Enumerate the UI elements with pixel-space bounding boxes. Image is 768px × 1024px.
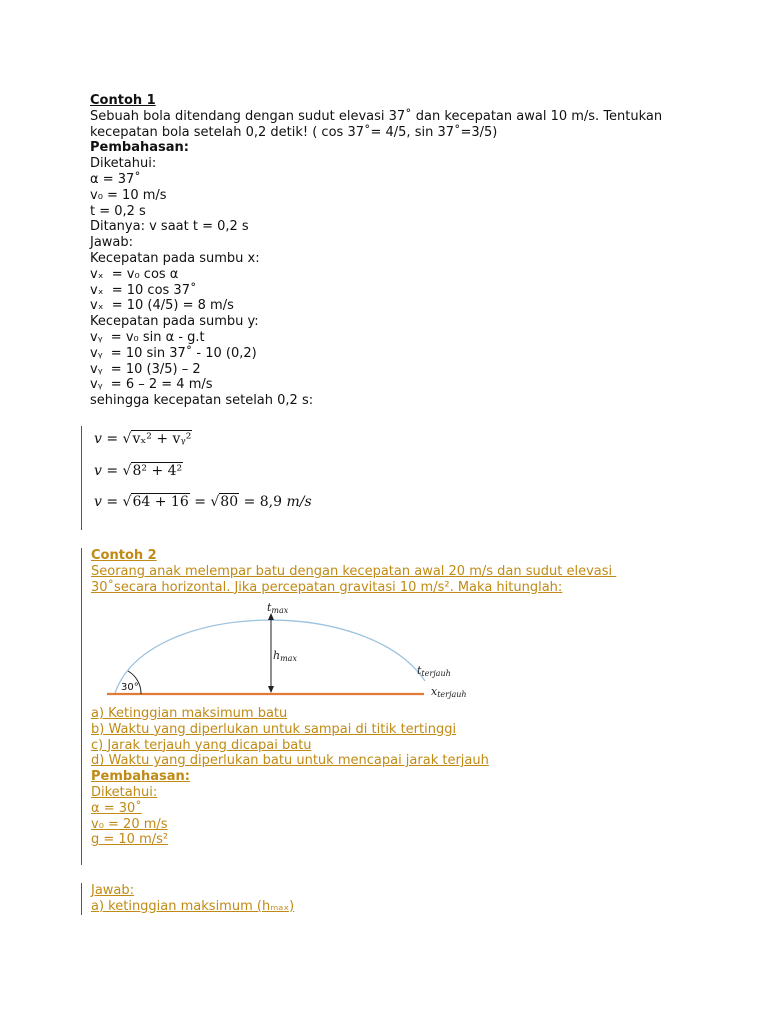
projectile-diagram: [107, 603, 507, 703]
sqrt-symbol: √: [122, 494, 132, 510]
formula-line-3-radicand-2: 80: [220, 494, 239, 510]
example-1: [90, 93, 710, 409]
question-item-a[interactable]: a) Ketinggian maksimum batu: [91, 706, 288, 721]
example-1-known-t: t = 0,2 s: [90, 203, 146, 219]
formula-line-3-lhs: v =: [94, 494, 119, 510]
example-2-title[interactable]: Contoh 2: [91, 548, 157, 563]
formula-line-3: [94, 495, 312, 511]
example-2-known-heading[interactable]: Diketahui:: [91, 784, 158, 800]
formula-line-2: [94, 464, 183, 480]
example-1-answer-heading: Jawab:: [90, 235, 134, 251]
example-2-content: [91, 548, 636, 848]
example-2-answer-a[interactable]: a) ketinggian maksimum (hₘₐₓ): [91, 898, 295, 914]
example-2-question-line-1[interactable]: Seorang anak melempar batu dengan kecepatan awal 20 m/s dan sudut elevasi: [91, 563, 617, 579]
example-1-known-alpha: α = 37˚: [90, 171, 141, 187]
question-item-b[interactable]: b) Waktu yang diperlukan untuk sampai di titik tertinggi: [91, 721, 457, 737]
formula-line-1-lhs: v =: [94, 431, 119, 447]
t-max-label: tmax: [267, 603, 289, 615]
example-2-items: [91, 706, 636, 848]
h-max-label: hmax: [273, 649, 297, 663]
trajectory-arc: [115, 620, 425, 693]
example-1-vx-heading: Kecepatan pada sumbu x:: [90, 250, 260, 266]
formula-line-1-radicand: vₓ² + vᵧ²: [132, 431, 192, 447]
question-item-c[interactable]: c) Jarak terjauh yang dicapai batu: [91, 737, 312, 753]
example-2-answer: [81, 883, 382, 915]
example-1-solution-heading: Pembahasan:: [90, 140, 189, 156]
sqrt-symbol: √: [210, 494, 220, 510]
formula-line-3-equals: =: [194, 494, 206, 510]
example-1-title: Contoh 1: [90, 93, 156, 108]
example-1-vy-step-1: vᵧ = v₀ sin α - g.t: [90, 329, 205, 345]
example-2-answer-content: [91, 883, 294, 915]
velocity-formula-block: [81, 426, 422, 530]
sqrt-symbol: √: [122, 463, 132, 479]
example-1-known-v0: v₀ = 10 m/s: [90, 187, 167, 203]
example-1-vx-step-2: vₓ = 10 cos 37˚: [90, 282, 197, 298]
example-1-known-heading: Diketahui:: [90, 156, 157, 172]
formula-line-1: [94, 432, 192, 448]
example-2-known-g[interactable]: g = 10 m/s²: [91, 832, 169, 848]
example-1-vy-step-3: vᵧ = 10 (3/5) – 2: [90, 361, 201, 377]
example-2-known-alpha[interactable]: α = 30˚: [91, 800, 142, 816]
example-1-vy-step-2: vᵧ = 10 sin 37˚ - 10 (0,2): [90, 345, 257, 361]
example-2-solution-heading[interactable]: Pembahasan:: [91, 769, 190, 785]
example-2-answer-heading[interactable]: Jawab:: [91, 883, 135, 898]
sqrt-symbol: √: [122, 431, 132, 447]
formula-line-3-radicand-1: 64 + 16: [132, 494, 189, 510]
t-terjauh-label: tterjauh: [417, 664, 451, 678]
arrow-down-icon: [268, 686, 274, 693]
example-2-question-line-2[interactable]: 30˚secara horizontal. Jika percepatan gravitasi 10 m/s². Maka hitunglah:: [91, 579, 563, 595]
example-1-vx-step-3: vₓ = 10 (4/5) = 8 m/s: [90, 298, 234, 314]
example-1-vy-step-4: vᵧ = 6 – 2 = 4 m/s: [90, 377, 213, 393]
formula-line-2-radicand: 8² + 4²: [132, 463, 183, 479]
example-2: [81, 548, 642, 865]
angle-label: 30°: [121, 682, 139, 693]
example-2-known-v0[interactable]: v₀ = 20 m/s: [91, 816, 168, 832]
example-1-vy-heading: Kecepatan pada sumbu y:: [90, 314, 259, 330]
x-terjauh-label: xterjauh: [431, 685, 467, 699]
example-1-conclusion: sehingga kecepatan setelah 0,2 s:: [90, 393, 314, 409]
example-1-question-line-2: kecepatan bola setelah 0,2 detik! ( cos 37˚= 4/5, sin 37˚=3/5): [90, 124, 498, 140]
example-1-vx-step-1: vₓ = v₀ cos α: [90, 266, 179, 282]
formula-line-2-lhs: v =: [94, 463, 119, 479]
formula-line-3-result: = 8,9: [243, 494, 283, 510]
example-1-asked: Ditanya: v saat t = 0,2 s: [90, 219, 249, 235]
formula-line-3-unit: m/s: [286, 494, 312, 510]
example-1-question-line-1: Sebuah bola ditendang dengan sudut elevasi 37˚ dan kecepatan awal 10 m/s. Tentukan: [90, 108, 663, 124]
question-item-d[interactable]: d) Waktu yang diperlukan batu untuk mencapai jarak terjauh: [91, 753, 489, 769]
